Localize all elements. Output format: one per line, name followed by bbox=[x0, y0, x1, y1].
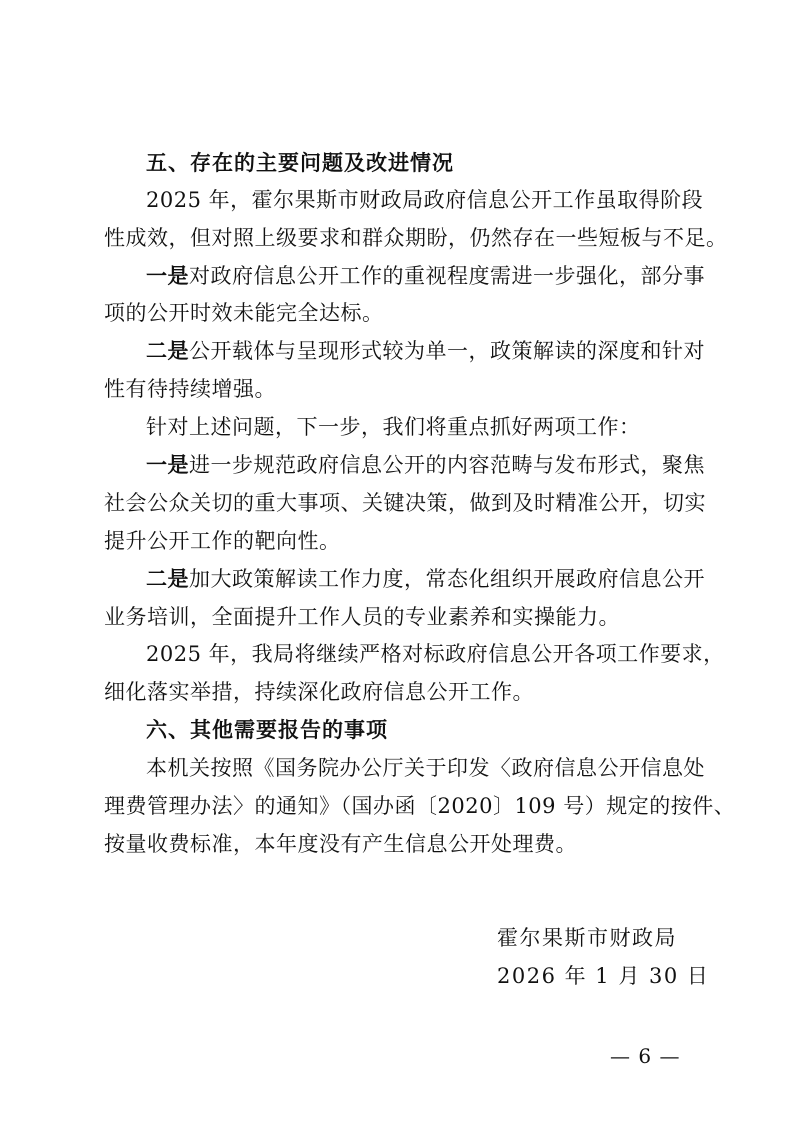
lead-marker: 二是 bbox=[146, 567, 189, 591]
paragraph-line: 一是进一步规范政府信息公开的内容范畴与发布形式，聚焦 bbox=[146, 453, 705, 477]
section-heading-5: 五、存在的主要问题及改进情况 bbox=[146, 151, 454, 175]
paragraph-line: 性成效，但对照上级要求和群众期盼，仍然存在一些短板与不足。 bbox=[104, 226, 728, 250]
paragraph-line: 2025 年，我局将继续严格对标政府信息公开各项工作要求， bbox=[146, 642, 725, 666]
paragraph-line: 针对上述问题，下一步，我们将重点抓好两项工作： bbox=[146, 415, 641, 439]
paragraph-line: 按量收费标准，本年度没有产生信息公开处理费。 bbox=[104, 832, 577, 856]
paragraph-line: 2025 年，霍尔果斯市财政局政府信息公开工作虽取得阶段 bbox=[146, 188, 704, 212]
paragraph-line: 提升公开工作的靶向性。 bbox=[104, 529, 341, 553]
signature-organization: 霍尔果斯市财政局 bbox=[497, 926, 677, 950]
paragraph-line: 业务培训，全面提升工作人员的专业素养和实操能力。 bbox=[104, 605, 620, 629]
lead-marker: 一是 bbox=[146, 264, 189, 288]
signature-date: 2026 年 1 月 30 日 bbox=[497, 964, 710, 988]
section-heading-6: 六、其他需要报告的事项 bbox=[146, 718, 388, 742]
paragraph-line: 二是加大政策解读工作力度，常态化组织开展政府信息公开 bbox=[146, 567, 705, 591]
paragraph-line: 社会公众关切的重大事项、关键决策，做到及时精准公开，切实 bbox=[104, 491, 706, 515]
lead-marker: 一是 bbox=[146, 453, 189, 477]
paragraph-line: 细化落实举措，持续深化政府信息公开工作。 bbox=[104, 680, 534, 704]
paragraph-line: 项的公开时效未能完全达标。 bbox=[104, 301, 384, 325]
paragraph-line: 理费管理办法〉的通知》（国办函〔2020〕109 号）规定的按件、 bbox=[104, 794, 736, 818]
paragraph-line: 本机关按照《国务院办公厅关于印发〈政府信息公开信息处 bbox=[146, 756, 705, 780]
paragraph-line: 一是对政府信息公开工作的重视程度需进一步强化，部分事 bbox=[146, 264, 705, 288]
paragraph-line: 二是公开载体与呈现形式较为单一，政策解读的深度和针对 bbox=[146, 339, 705, 363]
lead-marker: 二是 bbox=[146, 339, 189, 363]
paragraph-line: 性有待持续增强。 bbox=[104, 377, 276, 401]
page-number: — 6 — bbox=[610, 1044, 681, 1068]
